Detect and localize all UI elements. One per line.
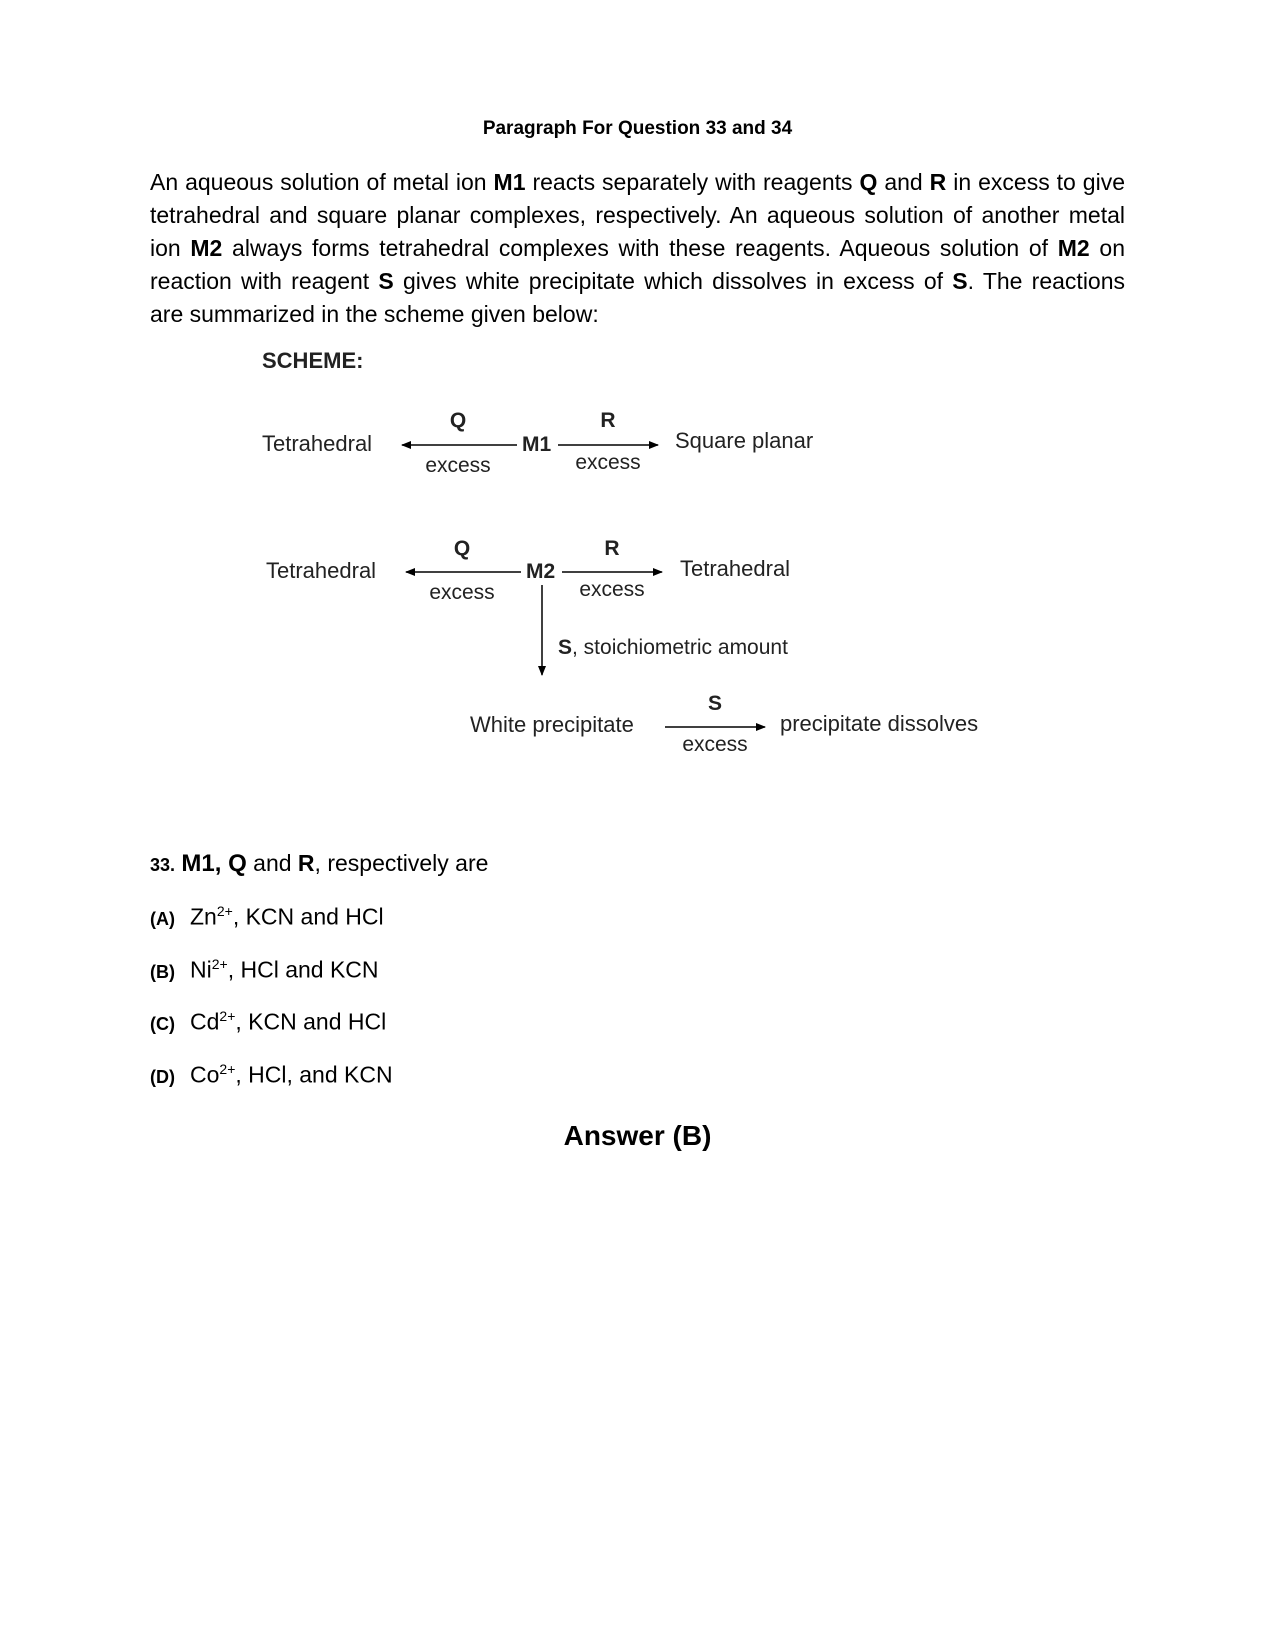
- para-bold: S: [952, 268, 968, 294]
- option-rest: , KCN and HCl: [235, 1008, 387, 1035]
- option-label: (B): [150, 961, 175, 982]
- option-charge: 2+: [219, 1061, 236, 1077]
- option-label: (C): [150, 1013, 175, 1034]
- answer-text: Answer (B): [563, 1120, 712, 1151]
- option-ion: Zn: [190, 903, 217, 930]
- option-rest: , KCN and HCl: [232, 903, 384, 930]
- intro-paragraph: [150, 166, 1125, 331]
- para-text: An aqueous solution of metal ion: [150, 169, 494, 195]
- para-text: always forms tetrahedral complexes with these reagents. Aqueous solution of: [222, 235, 1058, 261]
- option-rest: , HCl, and KCN: [235, 1061, 393, 1088]
- option-ion: Co: [190, 1061, 220, 1088]
- row1-right-product: Square planar: [675, 428, 814, 453]
- down-condition: , stoichiometric amount: [572, 636, 788, 659]
- option-label: (D): [150, 1066, 175, 1087]
- stem-text: and: [246, 850, 298, 876]
- option-d: [150, 1061, 393, 1089]
- para-text: gives white precipitate which dissolves in excess of: [393, 268, 953, 294]
- stem-bold: R: [297, 850, 315, 876]
- down-reagent: S: [558, 636, 573, 659]
- option-c: [150, 1008, 386, 1036]
- row3-result: precipitate dissolves: [780, 711, 979, 736]
- row1-center: M1: [522, 433, 552, 456]
- para-bold: M1: [493, 169, 526, 195]
- scheme-title: SCHEME:: [262, 348, 364, 373]
- row1-left-product: Tetrahedral: [262, 431, 373, 456]
- row2-left-condition: excess: [429, 581, 495, 604]
- option-rest: , HCl and KCN: [227, 956, 379, 983]
- para-bold: S: [378, 268, 394, 294]
- row2-left-product: Tetrahedral: [266, 558, 377, 583]
- para-text: and: [877, 169, 930, 195]
- row3-condition: excess: [682, 733, 748, 756]
- row1-left-reagent: Q: [449, 409, 467, 432]
- para-bold: Q: [859, 169, 878, 195]
- stem-bold: M1, Q: [181, 850, 247, 877]
- question-number: 33.: [150, 855, 176, 875]
- row2-left-reagent: Q: [453, 537, 471, 560]
- para-text: reacts separately with reagents: [525, 169, 860, 195]
- para-text: . The reactions are summarized in the scheme given below:: [150, 268, 1126, 327]
- para-text: on reaction with reagent: [150, 235, 1125, 294]
- para-bold: M2: [1057, 235, 1090, 261]
- stem-text: , respectively are: [314, 850, 489, 876]
- option-charge: 2+: [211, 956, 228, 972]
- reaction-scheme: [240, 345, 1020, 775]
- option-a: [150, 903, 384, 931]
- option-charge: 2+: [219, 1008, 236, 1024]
- row3-product: White precipitate: [470, 712, 634, 737]
- question-stem: [150, 850, 488, 878]
- row2-right-condition: excess: [579, 578, 645, 601]
- scheme-diagram: [240, 345, 1020, 775]
- option-charge: 2+: [216, 903, 233, 919]
- option-ion: Ni: [190, 956, 212, 983]
- row2-center: M2: [526, 560, 556, 583]
- row1-left-condition: excess: [425, 454, 491, 477]
- row3-reagent: S: [707, 692, 723, 715]
- para-bold: R: [929, 169, 947, 195]
- row2-right-reagent: R: [604, 537, 620, 560]
- row2-right-product: Tetrahedral: [680, 556, 791, 581]
- option-b: [150, 956, 379, 984]
- para-text: in excess to give tetrahedral and square planar complexes, respectively. An aqueous solution of another metal ion: [150, 169, 1126, 261]
- row1-right-condition: excess: [575, 451, 641, 474]
- down-label: [558, 636, 788, 659]
- option-ion: Cd: [190, 1008, 220, 1035]
- paragraph-heading: Paragraph For Question 33 and 34: [482, 118, 793, 139]
- option-label: (A): [150, 908, 175, 929]
- row1-right-reagent: R: [600, 409, 616, 432]
- para-bold: M2: [190, 235, 223, 261]
